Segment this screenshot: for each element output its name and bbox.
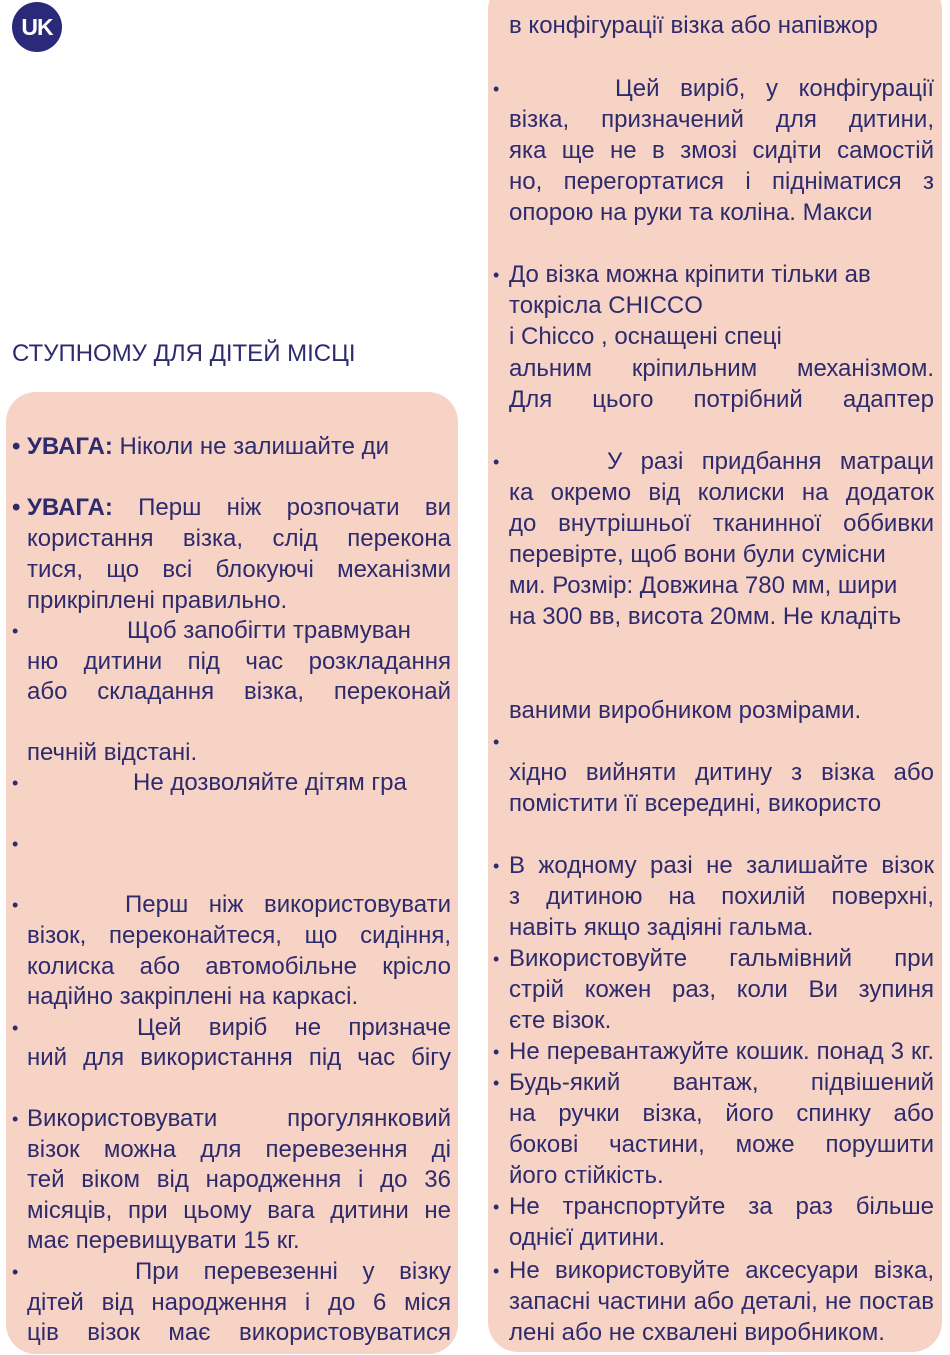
right-text-line: візка, призначений для дитини, (509, 106, 934, 133)
right-text-line: ка окремо від колиски на додаток (509, 479, 934, 506)
left-text-line: Щоб запобігти травмуван (127, 617, 411, 644)
right-text-line: помістити її всередині, використо (509, 790, 882, 817)
right-text-line: но, перегортатися і підніматися з (509, 168, 934, 195)
bullet-marker: • (493, 265, 500, 285)
left-text-line: Використовувати прогулянковий (27, 1105, 451, 1132)
right-text-line: В жодному разі не залишайте візок (509, 852, 934, 879)
bullet-marker: • (493, 732, 500, 752)
bullet-marker: • (12, 834, 19, 854)
left-text-line: При перевезенні у візку (135, 1258, 451, 1285)
right-text-line: ваними виробником розмірами. (509, 697, 862, 724)
right-text-line: яка ще не в змозі сидіти самостій (509, 137, 934, 164)
bullet-marker: • (493, 949, 500, 969)
left-text-line: ний для використання під час бігу (27, 1044, 451, 1071)
bullet-marker: • (493, 856, 500, 876)
right-text-line: запасні частини або деталі, не постав (509, 1288, 934, 1315)
right-text-line: і Chicco , оснащені спеці (509, 323, 782, 350)
right-text-line: Не перевантажуйте кошик. понад 3 кг. (509, 1038, 934, 1065)
right-text-line: Використовуйте гальмівний при (509, 945, 934, 972)
section-heading: СТУПНОМУ ДЛЯ ДІТЕЙ МІСЦІ (12, 340, 356, 367)
bullet-marker: • (12, 895, 19, 915)
left-text-line: УВАГА: Перш ніж розпочати ви (27, 494, 451, 521)
left-text-line: прикріплені правильно. (27, 587, 288, 614)
right-text-line: Не використовуйте аксесуари візка, (509, 1257, 934, 1284)
right-text-line: його стійкість. (509, 1162, 664, 1189)
left-text-line: візок, переконайтеся, що сидіння, (27, 922, 451, 949)
bullet-marker: • (493, 1197, 500, 1217)
bullet-marker: • (493, 452, 500, 472)
bullet-marker: • (12, 1109, 19, 1129)
right-text-line: Не транспортуйте за раз більше (509, 1193, 934, 1220)
bullet-marker: • (12, 621, 19, 641)
left-text-line: Цей виріб не призначе (137, 1014, 451, 1041)
right-text-line: Будь-який вантаж, підвішений (509, 1069, 934, 1096)
left-text-line: Не дозволяйте дітям гра (133, 769, 407, 796)
right-text-line: До візка можна кріпити тільки ав (509, 261, 871, 288)
bullet-marker: • (12, 1262, 19, 1282)
right-text-line: перевірте, щоб вони були сумісни (509, 541, 886, 568)
right-text-line: Для цього потрібний адаптер (509, 386, 934, 413)
bullet-marker: • (12, 433, 21, 460)
left-text-line: користання візка, слід перекона (27, 525, 451, 552)
warning-label: УВАГА: (27, 433, 113, 460)
right-text-line: стрій кожен раз, коли Ви зупиня (509, 976, 934, 1003)
right-text-line: до внутрішньої тканинної оббивки (509, 510, 934, 537)
left-text-line: або складання візка, переконай (27, 678, 451, 705)
left-text-line: тися, що всі блокуючі механізми (27, 556, 451, 583)
bullet-marker: • (12, 1018, 19, 1038)
left-text-line: візок можна для перевезення ді (27, 1136, 451, 1163)
bullet-marker: • (493, 1042, 500, 1062)
left-text-line: УВАГА: Ніколи не залишайте ди (27, 433, 390, 460)
left-text-line: ню дитини під час розкладання (27, 648, 451, 675)
right-text-line: лені або не схвалені виробником. (509, 1319, 885, 1346)
bullet-marker: • (493, 79, 500, 99)
left-text-line: Перш ніж використовувати (125, 891, 451, 918)
warning-label: УВАГА: (27, 494, 113, 521)
right-text-line: хідно вийняти дитину з візка або (509, 759, 934, 786)
right-text-line: токрісла CHICCO (509, 292, 703, 319)
bullet-marker: • (12, 773, 19, 793)
right-text-line: єте візок. (509, 1007, 612, 1034)
left-text-line: печній відстані. (27, 739, 198, 766)
left-text-line: має перевищувати 15 кг. (27, 1227, 300, 1254)
left-text-line: тей віком від народження і до 36 (27, 1166, 451, 1193)
right-text-line: в конфігурації візка або напівжор (509, 12, 878, 39)
right-text-line: на ручки візка, його спинку або (509, 1100, 934, 1127)
language-badge: UK (12, 2, 62, 52)
right-text-line: на 300 вв, висота 20мм. Не кладіть (509, 603, 902, 630)
right-text-line: бокові частини, може порушити (509, 1131, 934, 1158)
right-text-line: з дитиною на похилій поверхні, (509, 883, 934, 910)
right-text-line: навіть якщо задіяні гальма. (509, 914, 814, 941)
right-text-line: опорою на руки та коліна. Макси (509, 199, 873, 226)
left-text-line: ців візок має використовуватися (27, 1319, 451, 1346)
left-text-line: дітей від народження і до 6 міся (27, 1289, 451, 1316)
right-text-line: У разі придбання матраци (607, 448, 934, 475)
left-text-line: місяців, при цьому вага дитини не (27, 1197, 451, 1224)
left-text-line: колиска або автомобільне крісло (27, 953, 451, 980)
left-text-line: надійно закріплені на каркасі. (27, 983, 359, 1010)
bullet-marker: • (12, 494, 21, 521)
right-text-line: однієї дитини. (509, 1224, 666, 1251)
right-text-line: альним кріпильним механізмом. (509, 355, 934, 382)
bullet-marker: • (493, 1261, 500, 1281)
right-text-line: ми. Розмір: Довжина 780 мм, шири (509, 572, 898, 599)
bullet-marker: • (493, 1073, 500, 1093)
right-text-line: Цей виріб, у конфігурації (615, 75, 934, 102)
